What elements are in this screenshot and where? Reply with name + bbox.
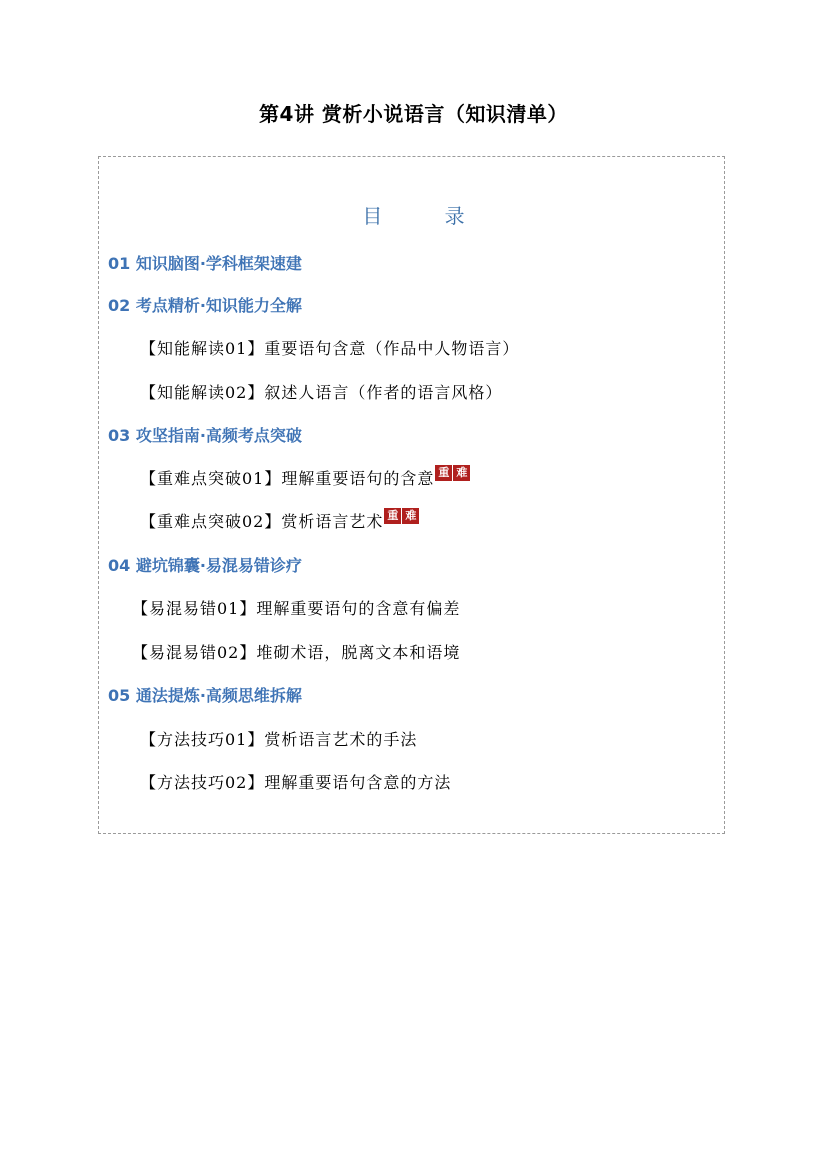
page-title: 第4讲 赏析小说语言（知识清单） [259, 102, 568, 126]
key-difficult-badge [435, 465, 470, 481]
toc-item-method-02[interactable]: 【方法技巧02】理解重要语句含意的方法 [140, 773, 452, 792]
badge-char-difficult: 难 [453, 465, 470, 481]
toc-item-label: 【重难点突破02】赏析语言艺术 [140, 512, 384, 531]
toc-item-difficulty-01[interactable] [140, 468, 470, 490]
toc-item-knowledge-02[interactable]: 【知能解读02】叙述人语言（作者的语言风格） [140, 383, 503, 402]
toc-section-04[interactable]: 04 避坑锦囊·易混易错诊疗 [108, 556, 302, 575]
toc-section-02[interactable]: 02 考点精析·知识能力全解 [108, 296, 302, 315]
toc-item-difficulty-02[interactable] [140, 511, 419, 533]
badge-char-difficult: 难 [402, 508, 419, 524]
toc-item-method-01[interactable]: 【方法技巧01】赏析语言艺术的手法 [140, 730, 418, 749]
toc-item-label: 【重难点突破01】理解重要语句的含意 [140, 469, 435, 488]
toc-section-01[interactable]: 01 知识脑图·学科框架速建 [108, 254, 302, 273]
toc-item-mistake-02[interactable]: 【易混易错02】堆砌术语，脱离文本和语境 [132, 643, 461, 662]
toc-section-03[interactable]: 03 攻坚指南·高频考点突破 [108, 426, 302, 445]
key-difficult-badge [384, 508, 419, 524]
badge-char-key: 重 [435, 465, 452, 481]
toc-section-05[interactable]: 05 通法提炼·高频思维拆解 [108, 686, 302, 705]
toc-item-mistake-01[interactable]: 【易混易错01】理解重要语句的含意有偏差 [132, 599, 461, 618]
badge-char-key: 重 [384, 508, 401, 524]
toc-item-knowledge-01[interactable]: 【知能解读01】重要语句含意（作品中人物语言） [140, 339, 520, 358]
toc-heading: 目 录 [362, 204, 493, 228]
